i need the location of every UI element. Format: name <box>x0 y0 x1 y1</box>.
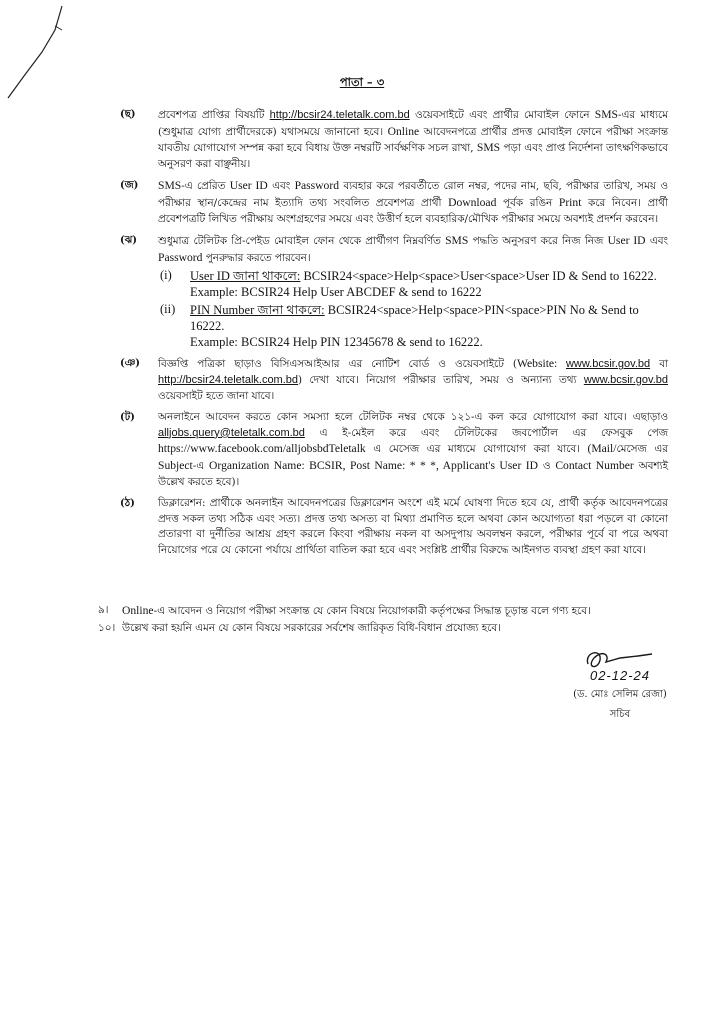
text-segment: শুধুমাত্র টেলিটক প্রি-পেইড মোবাইল ফোন থেকে প্রার্থীগণ নিম্নবর্ণিত <box>158 235 446 248</box>
sms-method-marker: (ii) <box>160 302 176 317</box>
text-segment: আবেদনপত্রে প্রার্থীর প্রদত্ত মোবাইল ফোনে পরীক্ষা সংক্রান্ত যাবতীয় যোগাযোগ সম্পন্ন করা হবে বিধায় উক্ত নম্বরটি সার্বক্ষণিক সচল রাখা, <box>158 125 668 155</box>
text-segment: Online <box>387 124 420 138</box>
text-segment: এ ই-মেইল করে এবং টেলিটকের জবপোর্টাল এর ফেসবুক পেজ <box>304 426 668 439</box>
clause-item <box>120 107 668 172</box>
text-segment: -এর মাধ্যমে (শুধুমাত্র যোগ্য প্রার্থীদেরকে) যথাসময়ে জানানো হবে। <box>158 109 669 138</box>
clause-text <box>158 233 668 266</box>
text-segment: এ মেসেজ এর মাধ্যমে যোগাযোগ করা যাবে। <box>365 443 588 456</box>
text-segment: User ID <box>607 234 646 248</box>
numbered-section <box>98 620 678 637</box>
text-segment: উল্লেখ করা হয়নি এমন যে কোন বিষয়ে সরকারের সর্বশেষ জারিকৃত বিধি-বিধান প্রযোজ্য হবে। <box>122 622 501 634</box>
text-segment: Contact Number <box>555 458 634 472</box>
section-text <box>122 622 501 634</box>
text-segment: -এ আবেদন ও নিয়োগ পরীক্ষা সংক্রান্ত যে কোন বিষয়ে নিয়োগকারী কর্তৃপক্ষের সিদ্ধান্ত চূড়ান্ত বলে গণ্য হবে। <box>153 605 591 617</box>
text-segment: অনলাইনে আবেদন করতে কোন সমস্যা হলে টেলিটক নম্বর থেকে ১২১-এ কল করে যোগাযোগ করা যাবে। এছাড়াও <box>158 411 668 424</box>
clause-text <box>158 178 668 227</box>
text-segment: প্রবেশপত্র প্রাপ্তির বিষয়টি <box>158 109 270 121</box>
sms-method-text <box>190 302 668 334</box>
text-segment: এবং <box>645 235 668 248</box>
sms-method-format: BCSIR24<space>Help<space>User<space>User ID & Send to 16222. <box>300 269 657 284</box>
clause-item <box>120 233 668 350</box>
link-text[interactable]: http://bcsir24.teletalk.com.bd <box>269 109 410 121</box>
clause-text <box>158 496 668 558</box>
text-segment: পদ্ধতি অনুসরণ করে নিজ নিজ <box>468 235 608 248</box>
text-segment: ব্যবহার করে পরবর্তীতে রোল নম্বর, পদের নাম, ছবি, পরীক্ষার তারিখ, সময় ও পরীক্ষার স্থান/কেন্দ্রের নাম ইত্যাদি তথ্য সংবলিত প্রবেশপত্র প্রার্থী <box>158 180 668 209</box>
sms-method-list <box>158 268 668 350</box>
text-segment: ) দেখা যাবে। নিয়োগ পরীক্ষার তারিখ, সময় ও অন্যান্য তথ্য <box>298 373 584 386</box>
numbered-section <box>98 602 678 620</box>
sms-method-text <box>190 268 668 284</box>
text-segment: মেসেজ এর <box>616 443 668 456</box>
link-text[interactable]: alljobs.query@teletalk.com.bd <box>158 426 305 439</box>
sms-method-example: Example: BCSIR24 Help User ABCDEF & send to 16222 <box>190 285 482 300</box>
clause-text <box>158 410 668 490</box>
page-number: পাতা – ৩ <box>339 75 385 89</box>
text-segment: পড়া এবং প্রাপ্ত নির্দেশনা তাৎক্ষণিকভাবে অনুসরণ করা বাঞ্ছনীয়। <box>158 142 668 170</box>
clause-text <box>158 107 668 172</box>
text-segment: SMS <box>594 108 619 121</box>
sms-method-label: User ID জানা থাকলে: <box>190 269 301 284</box>
clause-item <box>120 356 668 404</box>
text-segment: পূর্বক রঙিন <box>496 196 559 209</box>
text-segment: ডিক্লারেশন: প্রার্থীকে অনলাইন আবেদনপত্রের ডিক্লারেশন অংশে এই মর্মে ঘোষণা দিতে হবে যে, প্রার্থী কর্তৃক আবেদনপত্রের প্রদত্ত সকল তথ্য সঠিক এবং সত্য। প্রদত্ত তথ্য অসত্য বা মিথ্যা প্রমাণিত হলে অথবা কোন অযোগ্যতা ধরা পড়লে বা কোনো প্রতারণা বা দুর্নীতির আশ্রয় গ্রহণ করলে কিংবা পরীক্ষায় নকল বা অসদুপায় অবলম্বন করলে, পরীক্ষার পূর্বে বা পরে অথবা নিয়োগের পরে যে কোনো পর্যায়ে প্রার্থিতা বাতিল করা হবে এবং সংশ্লিষ্ট প্রার্থীর বিরুদ্ধে আইনগত ব্যবস্থা গ্রহণ করা যাবে। <box>158 497 668 556</box>
text-segment: বা <box>650 358 668 371</box>
text-segment: SMS <box>476 141 501 155</box>
section-text <box>122 605 591 617</box>
clause-item <box>120 410 668 490</box>
text-segment: SMS <box>158 179 182 193</box>
signatory-name: (ড. মোঃ সেলিম রেজা) <box>573 689 667 700</box>
text-segment: এবং <box>267 180 295 193</box>
text-segment: ওয়েবসাইটে এবং প্রার্থীর মোবাইল ফোনে <box>409 109 595 121</box>
text-segment: করে নিবেন। প্রার্থী প্রবেশপত্রটি লিখিত পরীক্ষায় অংশগ্রহণের সময়ে এবং উত্তীর্ণ হলে ব্যবহারিক/মৌখিক পরীক্ষার সময়ে অবশ্যই প্রদর্শন করবেন। <box>158 196 668 225</box>
clause-marker: (ঞ) <box>120 358 141 370</box>
signature-date: 02-12-24 <box>589 668 651 683</box>
link-text[interactable]: http://bcsir24.teletalk.com.bd <box>158 373 299 386</box>
clause-marker: (ঠ) <box>120 498 135 510</box>
text-segment: ও <box>537 459 556 472</box>
scan-edge-mark <box>0 0 80 110</box>
text-segment: -এ <box>192 459 210 472</box>
text-segment: https://www.facebook.com/alljobsbdTeletalk <box>158 442 366 456</box>
clause-marker: (ঝ) <box>120 235 138 247</box>
sms-method-example: Example: BCSIR24 Help PIN 12345678 & send to 16222. <box>190 335 483 350</box>
signatory-title: সচিব <box>609 709 631 720</box>
signature-block <box>560 644 680 724</box>
section-number: ১০। <box>98 622 116 634</box>
text-segment: ওয়েবসাইট হতে জানা যাবে। <box>158 389 275 402</box>
text-segment: Password <box>158 250 203 264</box>
text-segment: -এ প্রেরিত <box>181 180 230 193</box>
clause-marker: (ছ) <box>120 109 136 120</box>
clause-marker: (জ) <box>120 180 139 192</box>
sms-method-label: PIN Number জানা থাকলে: <box>190 303 325 318</box>
text-segment: বিজ্ঞপ্তি পত্রিকা ছাড়াও বিসিএসআইআর এর নোটিশ বোর্ড ও ওয়েবসাইটে ( <box>158 358 517 371</box>
sms-method-item <box>160 302 668 350</box>
clause-item <box>120 496 668 558</box>
text-segment: Subject <box>158 458 193 472</box>
clause-item <box>120 178 668 227</box>
text-segment: পুনরুদ্ধার করতে পারবেন। <box>202 251 311 264</box>
text-segment: User ID <box>229 179 268 193</box>
sms-method-format: BCSIR24<space>Help<space>PIN<space>PIN No & Send to 16222. <box>190 303 639 334</box>
section-list <box>98 602 678 637</box>
text-segment: Online <box>122 604 154 617</box>
text-segment: (Mail/ <box>587 442 617 456</box>
text-segment: Password <box>294 179 340 193</box>
text-segment: Print <box>558 195 582 209</box>
sms-method-marker: (i) <box>160 268 172 283</box>
text-segment: SMS <box>445 234 469 248</box>
text-segment: অবশ্যই উল্লেখ করতে হবে)। <box>158 459 668 488</box>
text-segment: Organization Name: BCSIR, Post Name: * * *, Applicant's User ID <box>209 458 538 472</box>
clause-marker: (ট) <box>120 412 135 424</box>
section-number: ৯। <box>98 604 109 616</box>
sms-method-item <box>160 268 668 300</box>
link-text[interactable]: www.bcsir.gov.bd <box>565 358 651 371</box>
text-segment: Website: <box>517 357 566 371</box>
link-text[interactable]: www.bcsir.gov.bd <box>583 373 668 386</box>
text-segment: Download <box>448 195 497 209</box>
clause-text <box>158 356 668 404</box>
clause-list <box>120 107 668 564</box>
